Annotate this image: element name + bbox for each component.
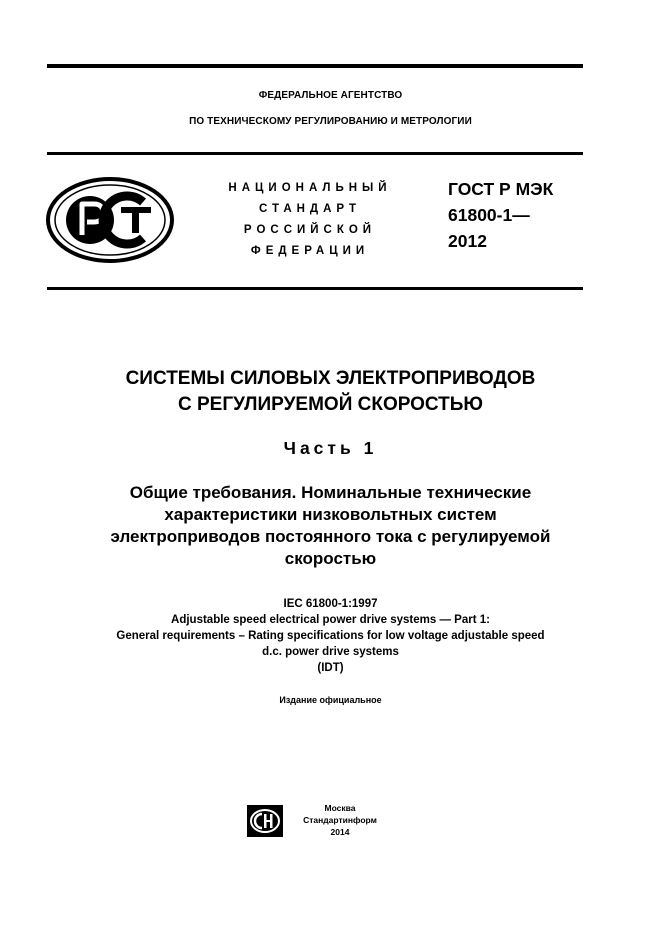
national-line-4: ФЕДЕРАЦИИ xyxy=(250,245,370,257)
publisher-block xyxy=(290,802,390,838)
subtitle-line-3: электроприводов постоянного тока с регулируемой xyxy=(110,527,551,546)
subtitle-line-2: характеристики низковольтных систем xyxy=(164,505,497,524)
national-line-3: РОССИЙСКОЙ xyxy=(243,224,377,236)
gost-code-line-3: 2012 xyxy=(448,231,487,251)
standartinform-logo-icon xyxy=(246,804,284,838)
subtitle-line-4: скоростью xyxy=(284,549,377,568)
intl-line-2: Adjustable speed electrical power drive systems — Part 1: xyxy=(171,614,490,626)
national-line-1: НАЦИОНАЛЬНЫЙ xyxy=(228,182,392,194)
intl-line-4: d.c. power drive systems xyxy=(262,646,399,658)
international-reference xyxy=(0,596,661,676)
gost-code-line-1: ГОСТ Р МЭК xyxy=(448,179,554,199)
edition-label: Издание официальное xyxy=(279,695,382,705)
gost-r-logo-icon xyxy=(45,177,175,263)
agency-line-2: ПО ТЕХНИЧЕСКОМУ РЕГУЛИРОВАНИЮ И МЕТРОЛОГИИ xyxy=(189,116,472,127)
intl-line-1: IEC 61800-1:1997 xyxy=(283,598,378,610)
national-standard-block xyxy=(210,178,410,262)
document-title xyxy=(0,366,661,418)
top-rule xyxy=(47,64,583,68)
title-line-2: С РЕГУЛИРУЕМОЙ СКОРОСТЬЮ xyxy=(177,394,484,415)
bottom-rule xyxy=(47,287,583,290)
middle-rule xyxy=(47,152,583,155)
publisher-city: Москва xyxy=(324,803,356,813)
agency-line-1: ФЕДЕРАЛЬНОЕ АГЕНТСТВО xyxy=(258,90,403,101)
gost-code-line-2: 61800-1— xyxy=(448,205,530,225)
publisher-name: Стандартинформ xyxy=(303,815,377,825)
title-line-1: СИСТЕМЫ СИЛОВЫХ ЭЛЕКТРОПРИВОДОВ xyxy=(125,368,536,389)
intl-line-3: General requirements – Rating specifications for low voltage adjustable speed xyxy=(116,630,545,642)
intl-line-5: (IDT) xyxy=(317,662,344,674)
national-line-2: СТАНДАРТ xyxy=(259,203,361,215)
subtitle-line-1: Общие требования. Номинальные технические xyxy=(129,483,532,502)
document-subtitle xyxy=(0,482,661,570)
publisher-year: 2014 xyxy=(330,827,350,837)
gost-code-block xyxy=(448,176,553,254)
part-number: Часть 1 xyxy=(283,438,378,458)
